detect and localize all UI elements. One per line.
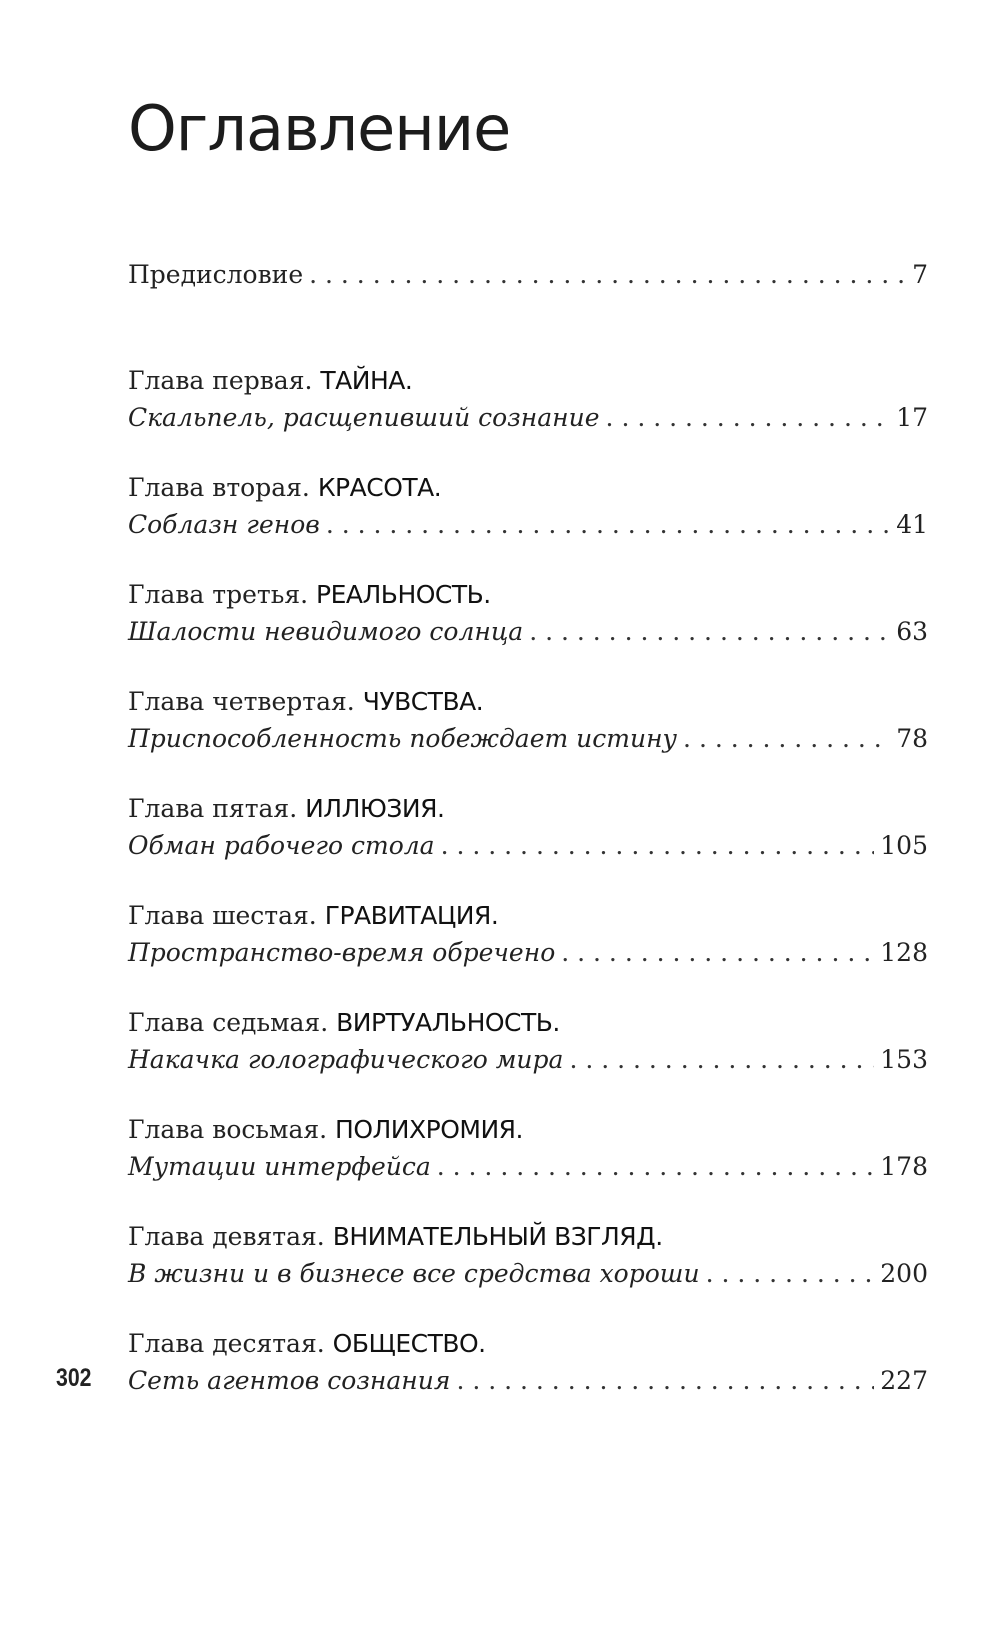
page-number: 200 [880,1259,928,1288]
dot-leader [456,1366,874,1395]
chapter-name: ГРАВИТАЦИЯ. [324,901,499,930]
chapter-label: Глава пятая. [128,794,298,823]
chapter-label: Глава восьмая. [128,1115,328,1144]
chapter-label: Глава первая. [128,366,313,395]
chapter-label: Глава девятая. [128,1222,325,1251]
toc-entry[interactable] [128,403,928,439]
chapter-label: Глава третья. [128,580,309,609]
chapter-name: РЕАЛЬНОСТЬ. [316,580,491,609]
toc-entry[interactable] [128,1152,928,1188]
chapter-name: ОБЩЕСТВО. [332,1329,486,1358]
toc-entry[interactable] [128,1366,928,1402]
chapter-name: ИЛЛЮЗИЯ. [305,794,445,823]
page-number: 178 [880,1152,928,1181]
chapter-subtitle: В жизни и в бизнесе все средства хороши [128,1259,700,1288]
toc-entry[interactable] [128,617,928,653]
chapter-heading [128,1222,928,1258]
dot-leader [561,938,874,967]
page-title: Оглавление [128,92,511,165]
chapter-name: ПОЛИХРОМИЯ. [335,1115,523,1144]
page-folio-number: 302 [56,1364,92,1392]
chapter-heading [128,473,928,509]
chapter-label: Глава седьмая. [128,1008,329,1037]
dot-leader [529,617,890,646]
toc-entry[interactable] [128,831,928,867]
chapter-heading [128,901,928,937]
toc-entry[interactable] [128,510,928,546]
page-number: 41 [896,510,928,539]
dot-leader [606,403,891,432]
chapter-label: Глава вторая. [128,473,310,502]
chapter-label: Глава десятая. [128,1329,325,1358]
dot-leader [326,510,890,539]
page-number: 227 [880,1366,928,1395]
dot-leader [683,724,890,753]
toc-entry[interactable] [128,1259,928,1295]
dot-leader [441,831,875,860]
chapter-subtitle: Пространство-время обречено [128,938,556,967]
chapter-heading [128,687,928,723]
toc-entry[interactable] [128,724,928,760]
toc-entry[interactable] [128,938,928,974]
chapter-subtitle: Накачка голографического мира [128,1045,564,1074]
chapter-heading [128,366,928,402]
chapter-subtitle: Мутации интерфейса [128,1152,431,1181]
chapter-heading [128,1329,928,1365]
toc-entry-preface[interactable] [128,260,928,296]
page-number: 78 [896,724,928,753]
dot-leader [569,1045,874,1074]
chapter-subtitle: Обман рабочего стола [128,831,435,860]
dot-leader [437,1152,875,1181]
chapter-subtitle: Приспособленность побеждает истину [128,724,678,753]
page-number: 63 [896,617,928,646]
chapter-heading [128,580,928,616]
chapter-subtitle: Скальпель, расщепивший сознание [128,403,600,432]
chapter-heading [128,1115,928,1151]
chapter-name: ЧУВСТВА. [362,687,484,716]
dot-leader [706,1259,875,1288]
toc-entry[interactable] [128,1045,928,1081]
preface-label: Предисловие [128,260,304,289]
chapter-name: ТАЙНА. [320,366,413,395]
chapter-label: Глава шестая. [128,901,317,930]
preface-page-number: 7 [912,260,928,289]
chapter-subtitle: Шалости невидимого солнца [128,617,524,646]
page-number: 153 [880,1045,928,1074]
page-number: 128 [880,938,928,967]
chapter-heading [128,794,928,830]
page-number: 17 [896,403,928,432]
chapter-name: ВНИМАТЕЛЬНЫЙ ВЗГЛЯД. [332,1222,663,1251]
chapter-subtitle: Соблазн генов [128,510,320,539]
chapter-name: ВИРТУАЛЬНОСТЬ. [336,1008,560,1037]
chapter-heading [128,1008,928,1044]
chapter-subtitle: Сеть агентов сознания [128,1366,451,1395]
chapter-name: КРАСОТА. [317,473,442,502]
chapter-label: Глава четвертая. [128,687,355,716]
dot-leader [309,260,906,289]
page-number: 105 [880,831,928,860]
